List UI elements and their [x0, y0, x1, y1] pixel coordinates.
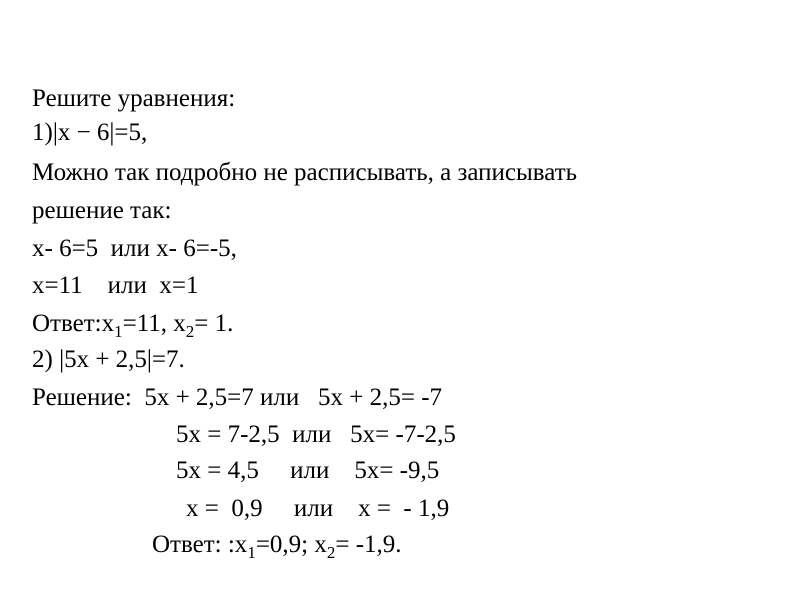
answer-2-part-a: Ответ: :x	[152, 531, 248, 558]
equation-2: 2) |5x + 2,5|=7.	[32, 346, 185, 373]
answer-2-part-b: =0,9; x	[255, 531, 327, 558]
solution-1-step-1: x- 6=5 или x- 6=-5,	[32, 235, 237, 262]
answer-2-part-c: = -1,9.	[335, 531, 402, 558]
solution-2-step-4: x = 0,9 или x = - 1,9	[186, 495, 450, 522]
solution-2-step-1: Решение: 5x + 2,5=7 или 5x + 2,5= -7	[32, 384, 443, 411]
solution-1-step-2: x=11 или x=1	[32, 272, 199, 299]
answer-2-subscript-1: 1	[247, 543, 256, 562]
note-line-2: решение так:	[32, 197, 172, 224]
answer-1-part-a: Ответ:x	[32, 310, 115, 337]
answer-1-part-c: = 1.	[194, 310, 234, 337]
answer-1-subscript-2: 2	[185, 322, 195, 341]
solution-2-step-3: 5x = 4,5 или 5x= -9,5	[176, 457, 440, 484]
note-line-1: Можно так подробно не расписывать, а записывать	[32, 159, 578, 186]
task-heading: Решите уравнения:	[32, 85, 236, 112]
answer-1	[32, 309, 233, 339]
answer-2-subscript-2: 2	[326, 543, 336, 562]
solution-2-step-2: 5x = 7-2,5 или 5x= -7-2,5	[176, 421, 456, 448]
answer-1-part-b: =11, x	[122, 310, 186, 337]
answer-2	[152, 530, 402, 560]
answer-1-subscript-1: 1	[114, 322, 123, 341]
equation-1: 1)|x − 6|=5,	[32, 119, 148, 146]
